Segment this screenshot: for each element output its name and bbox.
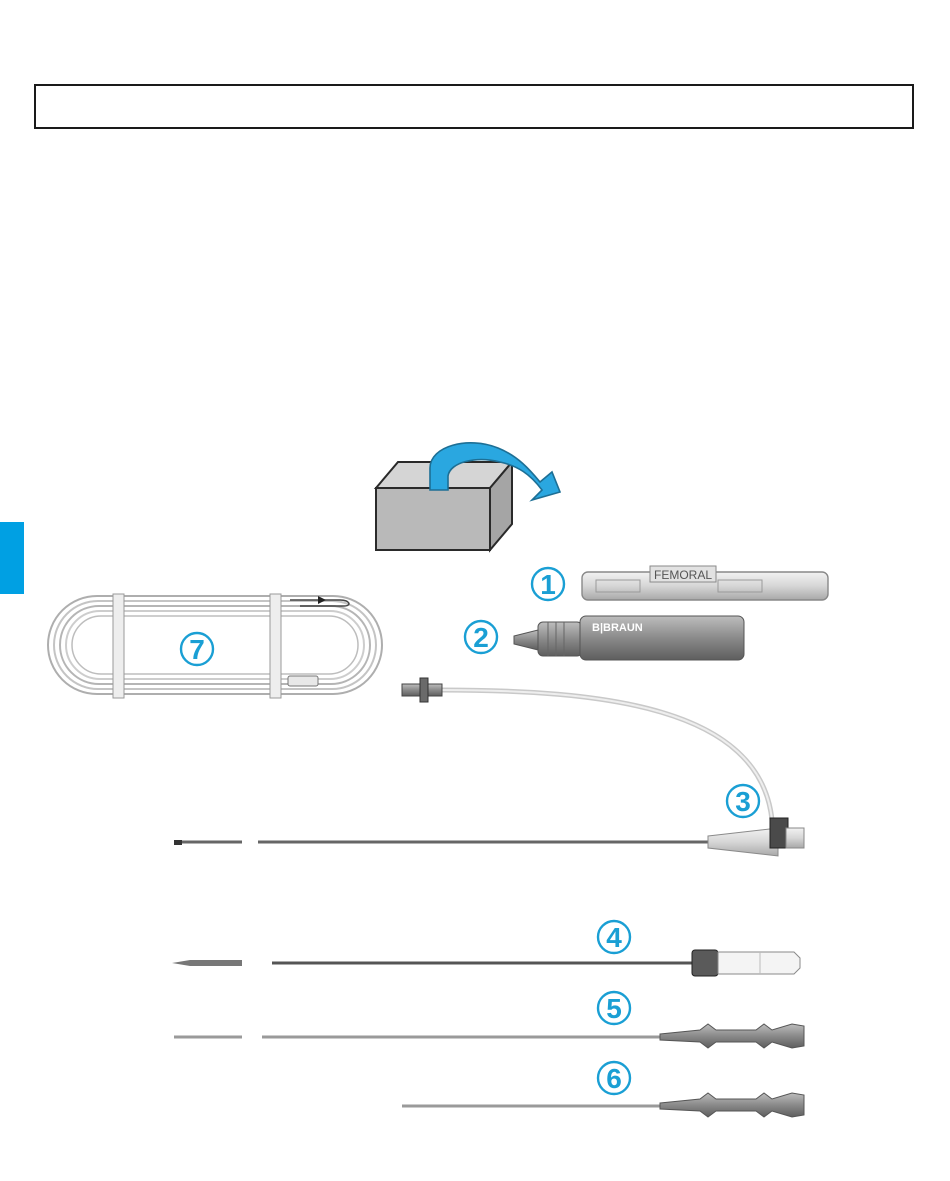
number-2-label: 2 xyxy=(473,622,489,653)
number-4-label: 4 xyxy=(606,922,622,953)
guidewire-coil xyxy=(48,594,382,698)
braun-imprint: B|BRAUN xyxy=(592,622,643,634)
number-7-label: 7 xyxy=(189,634,205,665)
number-7-badge xyxy=(181,633,213,665)
package-open-icon xyxy=(376,443,560,550)
femoral-imprint: FEMORAL xyxy=(653,568,713,582)
number-5-label: 5 xyxy=(606,993,622,1024)
number-5-badge xyxy=(598,992,630,1024)
number-3-label: 3 xyxy=(735,786,751,817)
puncture-needle xyxy=(172,950,800,976)
adapter xyxy=(514,616,744,660)
number-4-badge xyxy=(598,921,630,953)
small-dilator xyxy=(402,1093,804,1117)
dilator xyxy=(174,1024,804,1048)
catheter xyxy=(174,678,804,856)
femoral-clip xyxy=(582,566,828,600)
number-6-badge xyxy=(598,1062,630,1094)
number-3-badge xyxy=(727,785,759,817)
number-6-label: 6 xyxy=(606,1063,622,1094)
number-1-badge xyxy=(532,568,564,600)
number-2-badge xyxy=(465,621,497,653)
number-1-label: 1 xyxy=(540,569,556,600)
